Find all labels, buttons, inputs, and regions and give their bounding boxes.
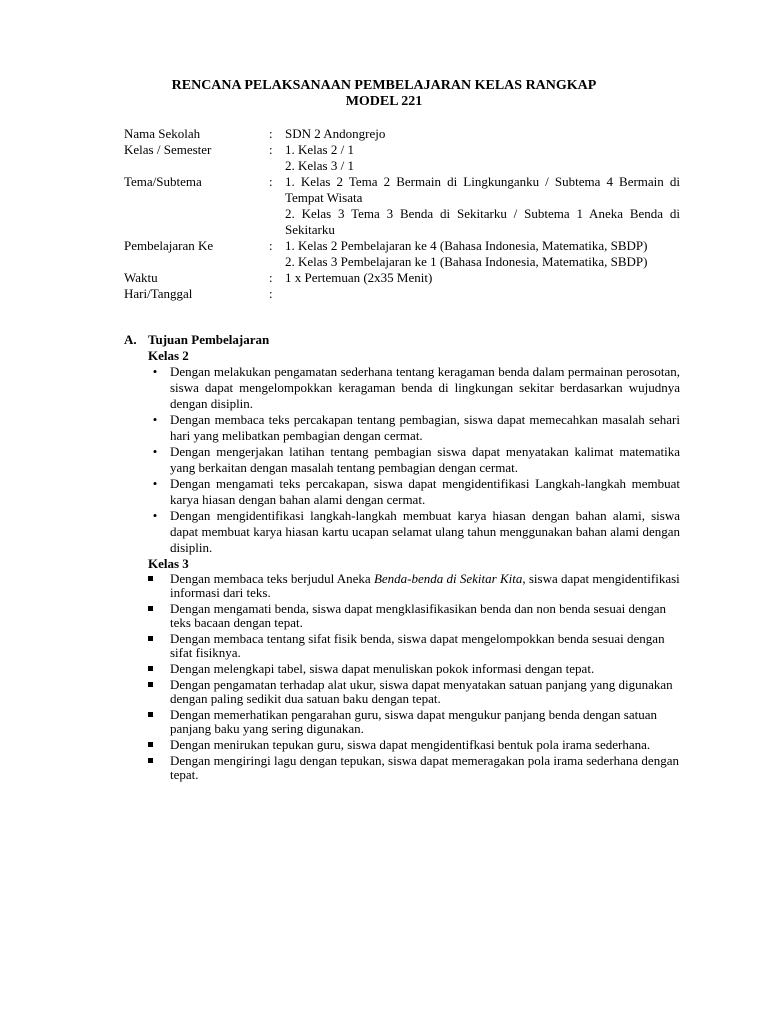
square-bullet-icon — [148, 576, 153, 581]
section-tujuan — [124, 332, 680, 784]
info-value-line: 1. Kelas 2 / 1 — [285, 142, 354, 157]
document-title — [0, 78, 768, 110]
info-value: SDN 2 Andongrejo — [285, 126, 386, 141]
list-item: Dengan menirukan tepukan guru, siswa dapat mengidentifkasi bentuk pola irama sederhana. — [170, 738, 680, 752]
list-item: Dengan mengiringi lagu dengan tepukan, siswa dapat memeragakan pola irama sederhana dengan tepat. — [170, 754, 680, 782]
section-heading — [124, 332, 680, 348]
list-item: • Dengan membaca teks percakapan tentang pembagian, siswa dapat memecahkan masalah sehari hari yang melibatkan pembagian dengan cermat. — [170, 412, 680, 444]
kelas3-list — [124, 572, 680, 782]
info-label: Tema/Subtema — [124, 174, 202, 189]
info-value-line: 2. Kelas 3 Tema 3 Benda di Sekitarku / Subtema 1 Aneka Benda di Sekitarku — [285, 206, 680, 237]
square-bullet-icon — [148, 742, 153, 747]
square-bullet-icon — [148, 636, 153, 641]
info-label: Pembelajaran Ke — [124, 238, 214, 253]
identity-table — [124, 126, 680, 302]
square-bullet-icon — [148, 606, 153, 611]
info-row-hari — [124, 286, 680, 302]
info-label: Hari/Tanggal — [124, 286, 193, 301]
bullet-icon: • — [152, 508, 158, 523]
info-value-line: 2. Kelas 3 / 1 — [285, 158, 354, 173]
list-item: Dengan melengkapi tabel, siswa dapat menuliskan pokok informasi dengan tepat. — [170, 662, 680, 676]
square-bullet-icon — [148, 712, 153, 717]
info-value: 1 x Pertemuan (2x35 Menit) — [285, 270, 433, 285]
info-value-line: 2. Kelas 3 Pembelajaran ke 1 (Bahasa Indonesia, Matematika, SBDP) — [285, 254, 648, 269]
title-line-1: RENCANA PELAKSANAAN PEMBELAJARAN KELAS RANGKAP — [171, 78, 597, 93]
section-title: Tujuan Pembelajaran — [148, 332, 270, 347]
info-value-line: 1. Kelas 2 Pembelajaran ke 4 (Bahasa Indonesia, Matematika, SBDP) — [285, 238, 648, 253]
info-row-waktu — [124, 270, 680, 286]
info-value — [285, 286, 680, 302]
list-item: • Dengan mengidentifikasi langkah-langkah membuat karya hiasan dengan bahan alami, siswa dapat membuat karya hiasan kartu ucapan selamat ulang tahun menggunakan bahan alami dengan disiplin. — [170, 508, 680, 556]
list-item: • Dengan mengamati teks percakapan, siswa dapat mengidentifikasi Langkah-langkah membuat karya hiasan dengan bahan alami dengan cermat. — [170, 476, 680, 508]
info-row-sekolah — [124, 126, 680, 142]
title-line-2: MODEL 221 — [345, 94, 423, 109]
list-item: • Dengan mengerjakan latihan tentang pembagian siswa dapat menyatakan kalimat matematika yang berkaitan dengan masalah tentang pembagian dengan cermat. — [170, 444, 680, 476]
info-label: Nama Sekolah — [124, 126, 201, 141]
bullet-icon: • — [152, 476, 158, 491]
info-row-pembelajaran — [124, 238, 680, 270]
info-row-tema — [124, 174, 680, 238]
kelas3-heading: Kelas 3 — [148, 556, 189, 571]
list-item: Dengan membaca teks berjudul Aneka Benda-benda di Sekitar Kita, siswa dapat mengidentifikasi informasi dari teks. — [170, 572, 680, 600]
section-letter: A. — [124, 332, 137, 347]
list-item: Dengan memerhatikan pengarahan guru, siswa dapat mengukur panjang benda dengan satuan panjang baku yang sering digunakan. — [170, 708, 680, 736]
info-label: Kelas / Semester — [124, 142, 212, 157]
info-colon: : — [269, 270, 273, 285]
info-value — [285, 238, 680, 270]
square-bullet-icon — [148, 758, 153, 763]
kelas2-heading: Kelas 2 — [148, 348, 189, 363]
info-colon: : — [269, 286, 273, 301]
info-colon: : — [269, 142, 273, 157]
info-colon: : — [269, 238, 273, 253]
italic-title: Benda-benda di Sekitar Kita — [373, 571, 523, 586]
bullet-icon: • — [152, 444, 158, 459]
square-bullet-icon — [148, 666, 153, 671]
bullet-icon: • — [152, 412, 158, 427]
list-item: Dengan pengamatan terhadap alat ukur, siswa dapat menyatakan satuan panjang yang digunakan dengan paling sedikit dua satuan baku dengan tepat. — [170, 678, 680, 706]
square-bullet-icon — [148, 682, 153, 687]
info-value-line: 1. Kelas 2 Tema 2 Bermain di Lingkunganku / Subtema 4 Bermain di Tempat Wisata — [285, 174, 680, 205]
info-colon: : — [269, 174, 273, 189]
kelas2-list — [124, 364, 680, 556]
list-item: • Dengan melakukan pengamatan sederhana tentang keragaman benda dalam permainan perosotan, siswa dapat mengelompokkan keragaman benda di lingkungan sekitar berdasarkan wujudnya dengan disiplin. — [170, 364, 680, 412]
info-label: Waktu — [124, 270, 158, 285]
info-colon: : — [269, 126, 273, 141]
list-item: Dengan membaca tentang sifat fisik benda, siswa dapat mengelompokkan benda sesuai dengan sifat fisiknya. — [170, 632, 680, 660]
info-value — [285, 142, 680, 174]
bullet-icon: • — [152, 364, 158, 379]
info-value — [285, 174, 680, 238]
list-item: Dengan mengamati benda, siswa dapat mengklasifikasikan benda dan non benda sesuai dengan teks bacaan dengan tepat. — [170, 602, 680, 630]
info-row-kelas — [124, 142, 680, 174]
